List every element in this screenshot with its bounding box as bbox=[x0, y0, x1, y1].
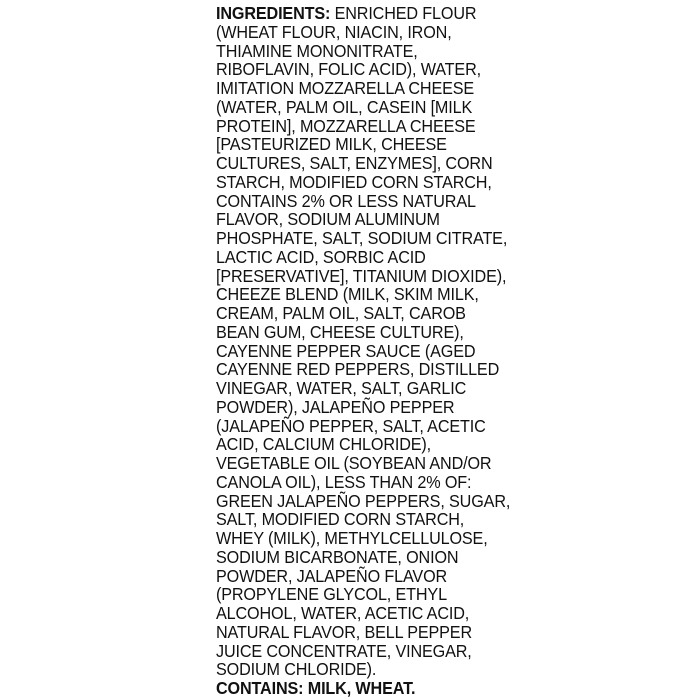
ingredients-line: CHEEZE BLEND (MILK, SKIM MILK, bbox=[216, 284, 479, 305]
ingredients-line: (PROPYLENE GLYCOL, ETHYL bbox=[216, 584, 447, 605]
ingredients-line: FLAVOR, SODIUM ALUMINUM bbox=[216, 209, 440, 230]
ingredients-line: GREEN JALAPEÑO PEPPERS, SUGAR, bbox=[216, 490, 511, 511]
ingredients-line: NATURAL FLAVOR, BELL PEPPER bbox=[216, 621, 472, 642]
ingredients-line: ALCOHOL, WATER, ACETIC ACID, bbox=[216, 603, 470, 623]
ingredients-line: (WHEAT FLOUR, NIACIN, IRON, bbox=[216, 21, 452, 42]
ingredients-line: (WATER, PALM OIL, CASEIN [MILK bbox=[216, 96, 473, 117]
ingredients-line: JUICE CONCENTRATE, VINEGAR, bbox=[216, 640, 472, 661]
ingredients-line: SODIUM BICARBONATE, ONION bbox=[216, 546, 459, 567]
ingredients-line: CONTAINS 2% OR LESS NATURAL bbox=[216, 190, 476, 211]
ingredients-text: ENRICHED FLOUR bbox=[334, 3, 477, 23]
ingredients-line: ACID, CALCIUM CHLORIDE), bbox=[216, 434, 432, 455]
ingredients-line: POWDER, JALAPEÑO FLAVOR bbox=[216, 565, 448, 586]
ingredients-line: THIAMINE MONONITRATE, bbox=[216, 40, 418, 61]
allergen-statement: CONTAINS: MILK, WHEAT. bbox=[216, 678, 416, 698]
ingredients-line bbox=[216, 4, 495, 23]
ingredients-line: CAYENNE PEPPER SAUCE (AGED bbox=[216, 340, 476, 361]
ingredients-line: POWDER), JALAPEÑO PEPPER bbox=[216, 396, 455, 417]
ingredients-line: CAYENNE RED PEPPERS, DISTILLED bbox=[216, 359, 500, 380]
ingredients-line: RIBOFLAVIN, FOLIC ACID), WATER, bbox=[216, 59, 481, 80]
ingredients-line: PHOSPHATE, SALT, SODIUM CITRATE, bbox=[216, 228, 508, 248]
ingredients-line: PROTEIN], MOZZARELLA CHEESE bbox=[216, 115, 476, 136]
ingredients-line: CANOLA OIL), LESS THAN 2% OF: bbox=[216, 471, 472, 492]
ingredients-line: BEAN GUM, CHEESE CULTURE), bbox=[216, 321, 464, 342]
ingredients-heading: INGREDIENTS: bbox=[216, 3, 331, 23]
ingredients-line: LACTIC ACID, SORBIC ACID bbox=[216, 246, 426, 267]
ingredients-line: [PRESERVATIVE], TITANIUM DIOXIDE), bbox=[216, 265, 507, 286]
ingredients-line: [PASTEURIZED MILK, CHEESE bbox=[216, 134, 447, 155]
ingredients-line: VEGETABLE OIL (SOYBEAN AND/OR bbox=[216, 453, 492, 473]
ingredients-line: VINEGAR, WATER, SALT, GARLIC bbox=[216, 378, 467, 398]
ingredients-line: CREAM, PALM OIL, SALT, CAROB bbox=[216, 303, 466, 323]
ingredients-line: WHEY (MILK), METHYLCELLULOSE, bbox=[216, 528, 488, 548]
ingredients-line: CULTURES, SALT, ENZYMES], CORN bbox=[216, 153, 493, 173]
ingredients-line: SALT, MODIFIED CORN STARCH, bbox=[216, 509, 465, 530]
ingredients-label bbox=[216, 4, 516, 698]
ingredients-line: (JALAPEÑO PEPPER, SALT, ACETIC bbox=[216, 415, 486, 436]
ingredients-line: SODIUM CHLORIDE). bbox=[216, 659, 377, 680]
ingredients-line: STARCH, MODIFIED CORN STARCH, bbox=[216, 171, 492, 192]
ingredients-line: IMITATION MOZZARELLA CHEESE bbox=[216, 78, 475, 98]
